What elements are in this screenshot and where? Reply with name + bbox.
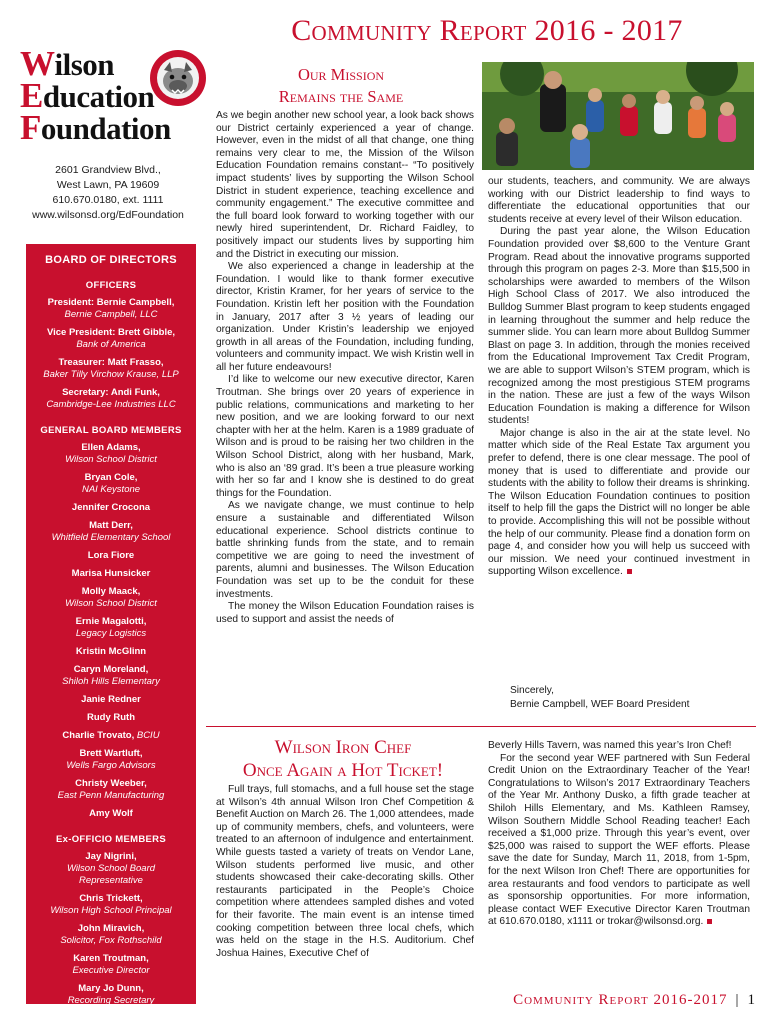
officers-heading: OFFICERS [85, 280, 137, 291]
body-paragraph [488, 753, 750, 929]
board-member [26, 694, 196, 706]
signoff-signer: Bernie Campbell, WEF Board President [510, 699, 690, 710]
board-member [26, 923, 196, 947]
paragraph-text: Beverly Hills Tavern, was named this year’s Iron Chef! [488, 740, 732, 751]
member-affiliation: Shiloh Hills Elementary [62, 676, 160, 687]
iron-chef-column-1 [216, 784, 474, 989]
member-name: Chris Trickett, [79, 893, 143, 904]
body-paragraph [488, 176, 750, 226]
board-member [26, 851, 196, 887]
member-name: Molly Maack, [81, 586, 141, 597]
member-name: Caryn Moreland, [73, 664, 149, 675]
body-paragraph [488, 740, 750, 753]
logo-line-1-text: ilson [54, 47, 115, 82]
end-mark-icon [707, 919, 712, 924]
mission-heading-line-2: Remains the Same [278, 87, 404, 106]
footer-separator: | [735, 992, 740, 1008]
board-member [26, 893, 196, 917]
logo-line-2: Education [20, 76, 155, 115]
mission-column-2 [488, 176, 750, 686]
member-name: Marisa Hunsicker [71, 568, 151, 579]
board-member [26, 730, 196, 742]
paragraph-text: As we begin another new school year, a look back shows our District certainly experienced a year of change. However, even in the midst of all that change, one thing remains very clear to me, the Mission of the Wilson Education Foundation remains constant-- “To positively impact students’ lives by supporting the Wilson School District in student experience, teaching excellence and community engagement.” The executive committee and the full board look forward to working together with our newly hired superintendent, Dr. Richard Faidley, to positively impact our students lives by supporting him and the District in executing our mission. [216, 110, 474, 260]
board-member [26, 983, 196, 1007]
member-affiliation: Solicitor, Fox Rothschild [60, 935, 162, 946]
member-affiliation: Bank of America [76, 339, 146, 350]
board-member [26, 520, 196, 544]
logo-line-2-text: ducation [42, 79, 155, 114]
board-member [26, 502, 196, 514]
paragraph-text: Major change is also in the air at the state level. No matter which side of the Real Estate Tax argument you prefer to defend, there is one clear message. The pool of money that is used to differentiate and provide our students with the ability to follow their dreams is shrinking. The Wilson Education Foundation continues to position itself to help fill the gaps the District will no longer be able to provide. Accomplishing this will not be possible without the help of our community. Please find a donation form on page 4, and consider how you will help us succeed with our mission. We need your continued investment in supporting Wilson excellence. [488, 427, 750, 578]
exofficio-heading: Ex-OFFICIO MEMBERS [56, 834, 166, 845]
paragraph-text: During the past year alone, the Wilson Education Foundation provided over $8,600 to the Venture Grant Program. Read about the innovative programs supported through this program on pages 2-3. More than $15,500 in scholarships were awarded to members of the Wilson High School Class of 2017. We also introduced the Bulldog Summer Blast program to keep students engaged in learning throughout the summer and help reduce the summer slide. You can learn more about Bulldog Summer Blast on page 3. In addition, through the monies received from the Educational Improvement Tax Credit Program, we are able to support Wilson’s STEM program, which is recognized among the most prestigious STEM programs in the nation. These are just a few of the ways Wilson Education Foundation is making a difference for Wilson students! [488, 226, 750, 427]
board-member [26, 664, 196, 688]
member-affiliation: Whitfield Elementary School [51, 532, 171, 543]
logo-line-1: Wilson [20, 44, 115, 83]
board-sidebar [26, 244, 196, 1004]
member-name: Vice President: Brett Gibble, [46, 327, 176, 338]
page-title: Community Report 2016 - 2017 [291, 14, 683, 47]
member-affiliation: Wells Fargo Advisors [66, 760, 156, 771]
exofficio-list [26, 851, 196, 1007]
iron-chef-heading-line-2: Once Again a Hot Ticket! [242, 760, 444, 781]
member-affiliation: BCIU [136, 730, 160, 741]
member-name: Lora Fiore [87, 550, 135, 561]
officers-list [26, 297, 196, 411]
board-member [26, 646, 196, 658]
body-paragraph [216, 601, 474, 626]
member-name: Mary Jo Dunn, [78, 983, 144, 994]
member-affiliation: NAI Keystone [81, 484, 141, 495]
member-name: Amy Wolf [89, 808, 133, 819]
paragraph-text: Full trays, full stomachs, and a full house set the stage at Wilson’s 4th annual Wilson Iron Chef Competition & Benefit Auction on March 26. The 1,000 attendees, made up of community members, chefs, and volunteers, were treated to an afternoon of indulgence and entertainment. While guests tasted a variety of treats on Vendor Lane, Wilson students performed live music, and other students showcased their cake-decorating skills. Other restaurants participated in the People’s Choice competition where attendees sampled dishes and voted for their favorite. The main event is an intense timed cooking competition between three local chefs, which was held on the stage in the H.S. Auditorium. Chef Joshua Haines, Executive Chef of [216, 784, 474, 959]
board-member [26, 586, 196, 610]
paragraph-text: For the second year WEF partnered with Sun Federal Credit Union on the Extraordinary Teacher of the Year! Congratulations to Wilson’s 2017 Extraordinary Teachers of the Year Mr. Anthony Dusko, a fifth grade teacher at Shiloh Hills Elementary, and Ms. Kathleen Ramsey, Wilson Southern Middle School Reading teacher! Each received a $1,000 prize. Through this year’s event, over $25,000 was raised to support the WEF efforts. Please save the date for Sunday, March 11, 2018, from 1-5pm, for the next Wilson Iron Chef! There are opportunities for area restaurants and food vendors to participate as well as sponsorship opportunities. For more information, please contact WEF Executive Director Karen Troutman at 610.670.0180, x1111 or trokar@wilsonsd.org. [488, 752, 750, 928]
board-member [26, 712, 196, 724]
member-name: Janie Redner [81, 694, 141, 705]
member-name: Matt Derr, [89, 520, 133, 531]
board-member [26, 472, 196, 496]
contact-web[interactable]: www.wilsonsd.org/EdFoundation [32, 209, 184, 221]
members-list-2 [26, 748, 196, 820]
foundation-logo [20, 44, 190, 158]
body-paragraph [216, 500, 474, 601]
paragraph-text: I’d like to welcome our new executive director, Karen Troutman. She brings over 20 years of experience in public relations, communications and marketing to her new position, and we are looking forward to our next chapter with her at the helm. Karen is a 1989 graduate of Wilson and is proud to be raising her two children in the Wilson School District, along with her husband, Mark, who is also an ‘89 grad. It’s been a true pleasure working with her so far and I know she is destined to do great things for the Foundation. [216, 374, 474, 499]
board-member [26, 808, 196, 820]
classroom-photo [482, 62, 754, 170]
bulldog-mascot-icon [148, 48, 208, 110]
mission-heading-line-1: Our Mission [297, 65, 385, 84]
footer-label: Community Report 2016-2017 [513, 992, 728, 1008]
member-affiliation: Wilson School District [65, 454, 157, 465]
member-name: Secretary: Andi Funk, [62, 387, 160, 398]
logo-line-3-text: oundation [40, 111, 171, 146]
paragraph-text: The money the Wilson Education Foundation raises is used to support and assist the needs of [216, 601, 474, 625]
member-name: Jay Nigrini, [85, 851, 137, 862]
member-name: Bryan Cole, [84, 472, 138, 483]
iron-chef-heading [206, 736, 480, 782]
board-member [26, 568, 196, 580]
contact-block [18, 163, 198, 223]
member-affiliation: Wilson School District [65, 598, 157, 609]
body-paragraph [488, 226, 750, 428]
member-name: Ernie Magalotti, [75, 616, 147, 627]
mission-column-1 [216, 110, 474, 725]
member-name: Karen Troutman, [73, 953, 149, 964]
member-affiliation: Bernie Campbell, LLC [64, 309, 158, 320]
body-paragraph [216, 374, 474, 500]
contact-city: West Lawn, PA 19609 [56, 179, 160, 191]
member-name: Ellen Adams, [81, 442, 141, 453]
members-heading: GENERAL BOARD MEMBERS [40, 425, 182, 436]
contact-street: 2601 Grandview Blvd., [55, 164, 161, 176]
board-member [26, 357, 196, 381]
member-affiliation: Cambridge-Lee Industries LLC [46, 399, 176, 410]
body-paragraph [216, 784, 474, 960]
member-affiliation-2: Representative [79, 875, 143, 886]
body-paragraph [216, 261, 474, 374]
member-name: John Miravich, [77, 923, 145, 934]
body-paragraph [216, 110, 474, 261]
section-divider [206, 726, 756, 727]
board-member [26, 442, 196, 466]
member-affiliation: Legacy Logistics [75, 628, 147, 639]
member-affiliation: East Penn Manufacturing [57, 790, 165, 801]
member-name: Brett Wartluft, [79, 748, 143, 759]
member-name: President: Bernie Campbell, [47, 297, 175, 308]
signoff-closing: Sincerely, [510, 685, 554, 696]
paragraph-text: our students, teachers, and community. We are always working with our District leadership to find ways to differentiate the educational opportunities that our students receive at every level of their Wilson education. [488, 176, 750, 225]
member-affiliation: Wilson School Board [66, 863, 156, 874]
member-name: Rudy Ruth [86, 712, 136, 723]
page-number: 1 [747, 992, 756, 1008]
contact-phone: 610.670.0180, ext. 1111 [52, 194, 164, 206]
students-photo-image [482, 62, 754, 170]
member-affiliation: Baker Tilly Virchow Krause, LLP [43, 369, 179, 380]
body-paragraph [488, 428, 750, 579]
mission-heading [206, 64, 476, 108]
members-list [26, 442, 196, 724]
member-affiliation: Executive Director [72, 965, 150, 976]
member-affiliation: Wilson High School Principal [50, 905, 172, 916]
board-member [26, 616, 196, 640]
board-member [26, 748, 196, 772]
iron-chef-heading-line-1: Wilson Iron Chef [274, 737, 412, 758]
member-name: Treasurer: Matt Frasso, [58, 357, 164, 368]
page-footer [420, 992, 756, 1009]
member-affiliation: Recording Secretary [67, 995, 155, 1006]
board-heading: BOARD OF DIRECTORS [45, 254, 177, 266]
board-member [26, 778, 196, 802]
logo-line-3: Foundation [20, 108, 171, 147]
member-name: Jennifer Crocona [71, 502, 151, 513]
iron-chef-column-2 [488, 740, 750, 990]
board-member [26, 387, 196, 411]
member-name: Charlie Trovato, [62, 730, 137, 741]
member-name: Kristin McGlinn [75, 646, 147, 657]
board-member [26, 953, 196, 977]
board-member [26, 327, 196, 351]
board-member [26, 550, 196, 562]
member-name: Christy Weeber, [75, 778, 147, 789]
signoff [510, 684, 750, 712]
end-mark-icon [627, 569, 632, 574]
board-member [26, 297, 196, 321]
paragraph-text: We also experienced a change in leadership at the Foundation. I would like to thank former executive director, Kristin Kramer, for her years of service to the Foundation. Kristin left her position with the Foundation in January, 2017 after 3 ½ years of leading our organization. Under Kristin’s leadership we enjoyed growth in all areas of the Foundation, including funding, volunteers and community impact. We wish Kristin well in all her future endeavours! [216, 261, 474, 373]
paragraph-text: As we navigate change, we must continue to help ensure a sustainable and differentiated Wilson educational experience. School districts continue to battle shrinking funds from the state, and to remain competitive we are going to need the investment of parents, alumni and businesses. The Wilson Education Foundation was set up to be the conduit for these investments. [216, 500, 474, 600]
